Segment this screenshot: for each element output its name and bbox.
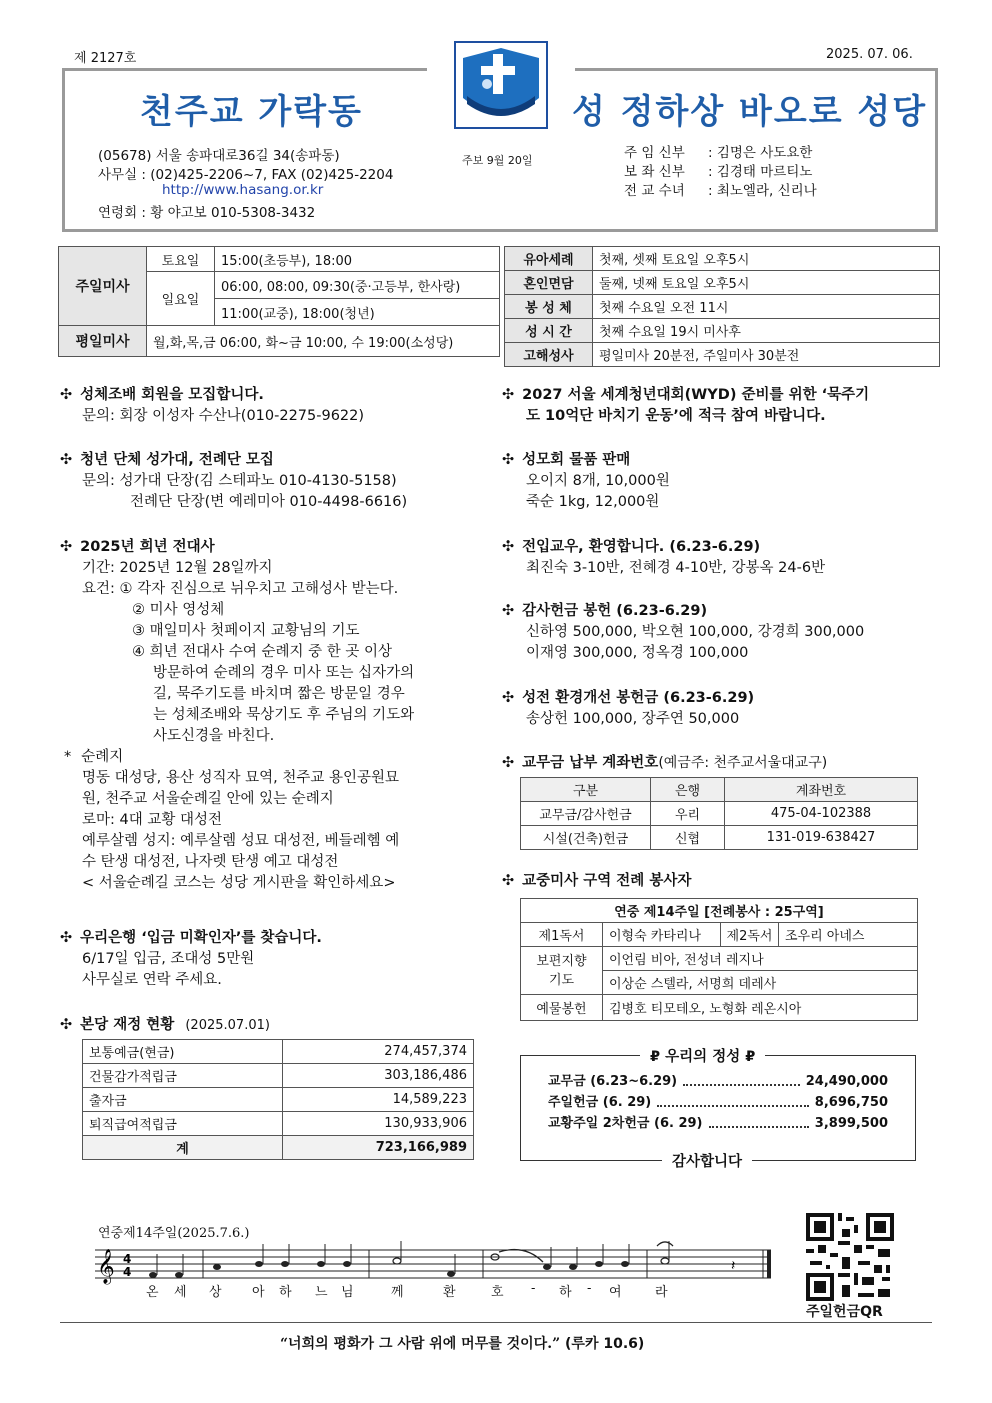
notice-line: 수 탄생 대성전, 나자렛 탄생 예고 대성전 — [82, 854, 339, 870]
sacrament-value: 둘째, 넷째 토요일 오후5시 — [593, 271, 940, 295]
sacrament-label: 성 시 간 — [505, 319, 593, 343]
cross-icon: ✣ — [60, 930, 73, 946]
svg-text:4: 4 — [123, 1265, 132, 1279]
offering-list — [548, 1071, 888, 1134]
lyric-syllable: 님 — [341, 1285, 354, 1300]
sunday-mass-label: 주일미사 — [59, 247, 147, 326]
notice-line: 사도신경을 바친다. — [153, 728, 275, 744]
footer-divider — [60, 1322, 932, 1323]
account-type: 교무금/감사헌금 — [521, 802, 651, 826]
music-lyrics — [95, 1281, 775, 1301]
finance-value: 274,457,374 — [283, 1040, 474, 1064]
sunday-label: 일요일 — [147, 272, 215, 326]
liturgy-person: 조우리 아네스 — [779, 923, 918, 947]
notice-line: 신하영 500,000, 박오현 100,000, 강경희 300,000 — [526, 624, 865, 640]
church-name: 성 정하상 바오로 성당 — [572, 92, 928, 132]
lyric-syllable: 환 — [443, 1285, 456, 1300]
offering-thanks: 감사합니다 — [662, 1150, 752, 1171]
notice-title: ✣ 성체조배 회원을 모집합니다. — [60, 387, 264, 403]
notice-line: 최진숙 3-10반, 전혜경 4-10반, 강봉옥 24-6반 — [526, 560, 826, 576]
sacrament-value: 첫째, 셋째 토요일 오후5시 — [593, 247, 940, 271]
office-phone: 사무실 : (02)425-2206~7, FAX (02)425-2204 — [98, 167, 394, 183]
notice-wyd — [502, 385, 932, 427]
cross-icon: ✣ — [60, 387, 73, 403]
notice-line: 길, 묵주기도를 바치며 짧은 방문일 경우 — [153, 686, 405, 702]
notice-line: 사무실로 연락 주세요. — [82, 972, 222, 988]
sacrament-value: 첫째 수요일 오전 11시 — [593, 295, 940, 319]
lyric-syllable: 께 — [391, 1285, 404, 1300]
issue-date: 2025. 07. 06. — [826, 47, 913, 62]
liturgy-person: 김병호 티모테오, 노형화 레온시아 — [603, 995, 918, 1021]
lyric-syllable: 하 — [559, 1285, 572, 1300]
offering-row: 교황주일 2차헌금 (6. 29) 3,899,500 — [548, 1113, 888, 1134]
notice-title-cont: 도 10억단 바치기 운동’에 적극 참여 바랍니다. — [526, 408, 826, 424]
notice-title: ✣ 우리은행 ‘입금 미확인자’를 찾습니다. — [60, 930, 322, 946]
bulletin-note: 주보 9월 20일 — [462, 154, 533, 167]
notice-line: ② 미사 영성체 — [132, 602, 225, 618]
clergy-list — [624, 144, 817, 201]
footer-quote: “너희의 평화가 그 사람 위에 머무를 것이다.” (루카 10.6) — [280, 1336, 645, 1352]
notice-title: ✣ 성전 환경개선 봉헌금 (6.23-6.29) — [502, 690, 755, 706]
lyric-syllable: 온 — [146, 1285, 159, 1300]
liturgy-person: 이언림 비아, 전성녀 레지나 — [603, 947, 918, 971]
notice-title: ✣ 성모회 물품 판매 — [502, 452, 631, 468]
sacrament-value: 평일미사 20분전, 주일미사 30분전 — [593, 343, 940, 367]
sacrament-table — [504, 246, 940, 367]
offering-row: 주일헌금 (6. 29) 8,696,750 — [548, 1092, 888, 1113]
liturgy-role: 제2독서 — [721, 923, 779, 947]
notice-new-members — [502, 537, 932, 579]
notice-line: 로마: 4대 교황 대성전 — [82, 812, 222, 828]
account-number: 475-04-102388 — [725, 802, 918, 826]
notice-line: 방문하여 순례의 경우 미사 또는 십자가의 — [153, 665, 415, 681]
notice-line: 송상헌 100,000, 장주연 50,000 — [526, 711, 740, 727]
liturgy-person: 이상순 스텔라, 서명희 데레사 — [603, 971, 918, 995]
notice-jubilee — [60, 537, 490, 894]
svg-text:𝄞: 𝄞 — [97, 1249, 115, 1284]
lyric-syllable: 하 — [279, 1285, 292, 1300]
account-head: 구분 — [521, 778, 651, 802]
account-head: 은행 — [651, 778, 725, 802]
notice-line: 6/17일 입금, 조대성 5만원 — [82, 951, 255, 967]
account-head: 계좌번호 — [725, 778, 918, 802]
cross-icon: ✣ — [60, 1017, 73, 1033]
lyric-syllable: 호 — [491, 1285, 504, 1300]
weekday-times: 월,화,목,금 06:00, 화~금 10:00, 수 19:00(소성당) — [147, 326, 500, 357]
svg-text:4: 4 — [123, 1252, 132, 1266]
finance-value: 14,589,223 — [283, 1088, 474, 1112]
notice-line: 문의: 회장 이성자 수산나(010-2275-9622) — [82, 408, 365, 424]
liturgy-title: ✣ 교중미사 구역 전례 봉사자 — [502, 873, 692, 889]
notice-line: 이재영 300,000, 정옥경 100,000 — [526, 645, 749, 661]
notice-line: 기간: 2025년 12월 28일까지 — [82, 560, 273, 576]
cross-icon: ✣ — [60, 539, 73, 555]
notice-youth-choir — [60, 450, 480, 513]
finance-value: 303,186,486 — [283, 1064, 474, 1088]
notice-sale — [502, 450, 922, 513]
notice-unconfirmed-deposit — [60, 928, 480, 991]
church-address: (05678) 서울 송파대로36길 34(송파동) — [98, 148, 340, 164]
cross-icon: ✣ — [502, 690, 515, 706]
sacrament-label: 봉 성 체 — [505, 295, 593, 319]
lyric-syllable: 아 — [252, 1285, 265, 1300]
finance-label: 출자금 — [83, 1088, 283, 1112]
cross-icon: ✣ — [502, 452, 515, 468]
lyric-syllable: 상 — [209, 1285, 222, 1300]
finance-label: 퇴직급여적립금 — [83, 1112, 283, 1136]
notice-line: 문의: 성가대 단장(김 스테파노 010-4130-5158) — [82, 473, 397, 489]
notice-title: ✣ 2025년 희년 전대사 — [60, 539, 215, 555]
lyric-syllable: - — [587, 1281, 592, 1296]
liturgy-role: 예물봉헌 — [521, 995, 603, 1021]
account-bank: 신협 — [651, 826, 725, 850]
offering-row: 교무금 (6.23~6.29) 24,490,000 — [548, 1071, 888, 1092]
cross-icon: ✣ — [60, 452, 73, 468]
finance-total: 723,166,989 — [283, 1136, 474, 1160]
liturgy-person: 이형숙 카타리나 — [603, 923, 721, 947]
cross-icon: ✣ — [502, 387, 515, 403]
sacrament-label: 유아세례 — [505, 247, 593, 271]
issue-number: 제 2127호 — [74, 51, 137, 66]
cross-icon: ✣ — [502, 603, 515, 619]
cross-icon: ✣ — [502, 755, 515, 771]
finance-title: ✣ 본당 재정 현황 (2025.07.01) — [60, 1017, 270, 1033]
account-bank: 우리 — [651, 802, 725, 826]
notice-line: 예루살렘 성지: 예루살렘 성묘 대성전, 베들레헴 예 — [82, 833, 400, 849]
saturday-label: 토요일 — [147, 247, 215, 272]
finance-value: 130,933,906 — [283, 1112, 474, 1136]
finance-total-label: 계 — [83, 1136, 283, 1160]
clergy-assistant: 보 좌 신부 : 김경태 마르티노 — [624, 164, 813, 180]
sunday-times-2: 11:00(교중), 18:00(청년) — [215, 299, 500, 326]
church-logo — [427, 38, 575, 132]
website-link[interactable]: http://www.hasang.or.kr — [162, 182, 324, 198]
notice-line: 원, 천주교 서울순례길 안에 있는 순례지 — [82, 791, 334, 807]
account-title: ✣ 교무금 납부 계좌번호(예금주: 천주교서울대교구) — [502, 755, 828, 771]
offering-title: ₽ 우리의 정성 ₽ — [640, 1045, 765, 1066]
clergy-sister: 전 교 수녀 : 최노엘라, 신리나 — [624, 183, 817, 199]
lyric-syllable: 세 — [174, 1285, 187, 1300]
finance-label: 보통예금(현금) — [83, 1040, 283, 1064]
notice-renovation — [502, 688, 932, 730]
lyric-syllable: 여 — [609, 1285, 622, 1300]
account-table — [520, 777, 918, 850]
liturgy-role: 보편지향 기도 — [521, 947, 603, 995]
liturgy-role: 제1독서 — [521, 923, 603, 947]
notice-line: 명동 대성당, 용산 성직자 묘역, 천주교 용인공원묘 — [82, 770, 400, 786]
liturgy-head: 연중 제14주일 [전례봉사 : 25구역] — [521, 899, 918, 923]
qr-label: 주일헌금QR — [806, 1304, 883, 1320]
account-type: 시설(건축)헌금 — [521, 826, 651, 850]
music-caption: 연중제14주일(2025.7.6.) — [98, 1226, 250, 1241]
notice-line: ③ 매일미사 첫페이지 교황님의 기도 — [132, 623, 360, 639]
weekday-mass-label: 평일미사 — [59, 326, 147, 357]
lyric-syllable: 라 — [655, 1285, 668, 1300]
finance-label: 건물감가적립금 — [83, 1064, 283, 1088]
notice-line: < 서울순례길 코스는 성당 게시판을 확인하세요> — [82, 875, 396, 891]
notice-line: ④ 희년 전대사 수여 순례지 중 한 곳 이상 — [132, 644, 392, 660]
pilgrimage-title: * 순례지 — [64, 749, 124, 765]
notice-title: ✣ 2027 서울 세계청년대회(WYD) 준비를 위한 ‘묵주기 — [502, 387, 870, 403]
liturgy-table — [520, 898, 918, 1021]
notice-thanks-offering — [502, 601, 932, 664]
qr-code[interactable] — [806, 1213, 894, 1301]
svg-text:𝄽: 𝄽 — [731, 1258, 736, 1274]
sacrament-label: 고해성사 — [505, 343, 593, 367]
notice-line: 는 성체조배와 묵상기도 후 주님의 기도와 — [153, 707, 415, 723]
notice-line: 오이지 8개, 10,000원 — [526, 473, 670, 489]
notice-line: 전례단 단장(변 예레미아 010-4498-6616) — [130, 494, 408, 510]
cross-icon: ✣ — [502, 539, 515, 555]
clergy-pastor: 주 임 신부 : 김명은 사도요한 — [624, 145, 813, 161]
notice-line: 죽순 1kg, 12,000원 — [526, 494, 660, 510]
notice-title: ✣ 전입교우, 환영합니다. (6.23-6.29) — [502, 539, 761, 555]
saturday-times: 15:00(초등부), 18:00 — [215, 247, 500, 272]
sacrament-label: 혼인면담 — [505, 271, 593, 295]
lyric-syllable: 느 — [315, 1285, 328, 1300]
mass-schedule-table — [58, 246, 500, 357]
council-contact: 연령회 : 황 야고보 010-5308-3432 — [98, 205, 316, 221]
notice-title: ✣ 감사헌금 봉헌 (6.23-6.29) — [502, 603, 708, 619]
sunday-times-1: 06:00, 08:00, 09:30(중·고등부, 한사랑) — [215, 272, 500, 299]
cross-icon: ✣ — [502, 873, 515, 889]
account-number: 131-019-638427 — [725, 826, 918, 850]
finance-table — [82, 1039, 474, 1160]
notice-title: ✣ 청년 단체 성가대, 전례단 모집 — [60, 452, 274, 468]
parish-name: 천주교 가락동 — [140, 92, 363, 132]
lyric-syllable: - — [531, 1281, 536, 1296]
notice-adoration — [60, 385, 480, 427]
notice-line: 요건: ① 각자 진심으로 뉘우치고 고해성사 받는다. — [82, 581, 399, 597]
sacrament-value: 첫째 수요일 19시 미사후 — [593, 319, 940, 343]
